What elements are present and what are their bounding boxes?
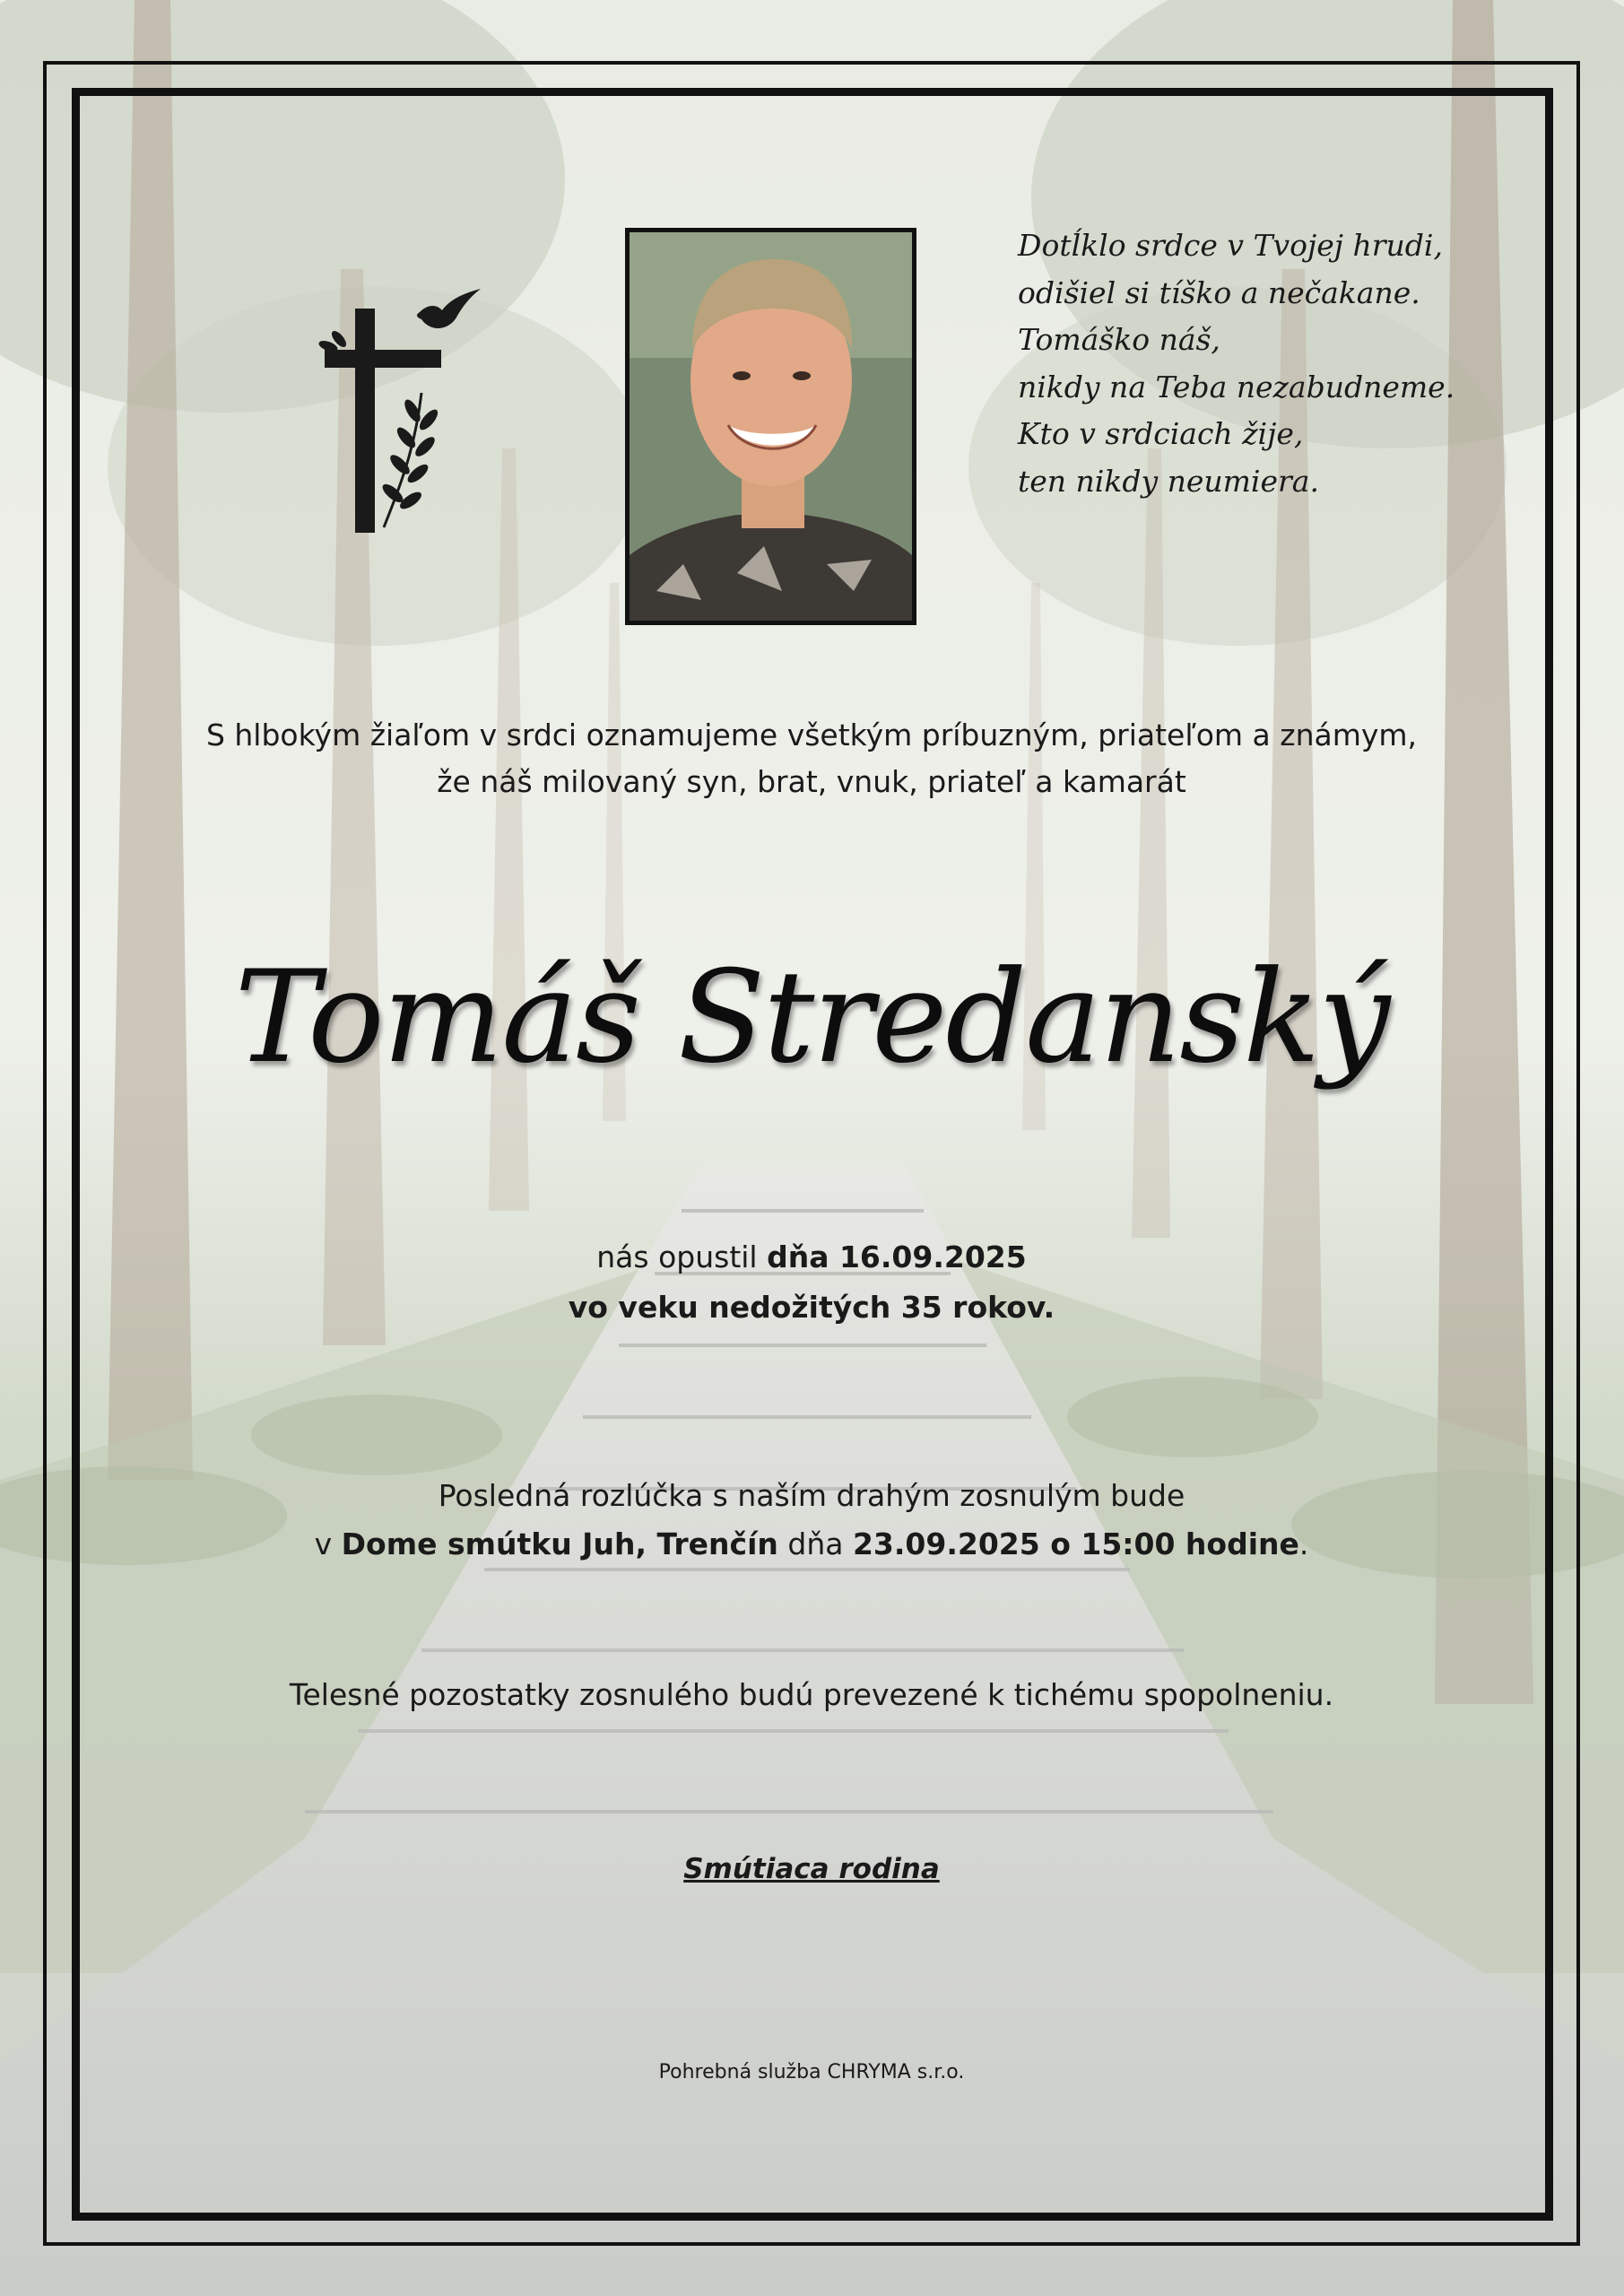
funeral-service-credit: Pohrebná služba CHRYMA s.r.o.: [658, 2061, 965, 2083]
death-date: dňa 16.09.2025: [767, 1239, 1027, 1274]
age-line: vo veku nedožitých 35 rokov.: [568, 1290, 1055, 1325]
farewell-datetime: 23.09.2025 o 15:00 hodine: [852, 1526, 1299, 1561]
farewell-place: Dome smútku Juh, Trenčín: [341, 1526, 778, 1561]
portrait-photo: [625, 228, 916, 625]
cross-icon: [312, 285, 482, 538]
poem-line: nikdy na Teba nezabudneme.: [1018, 369, 1455, 404]
signature-text: Smútiaca rodina: [683, 1853, 940, 1885]
poem-line: odišiel si tíško a nečakane.: [1018, 274, 1420, 310]
farewell-line-1: Posledná rozlúčka s naším drahým zosnulým bude: [438, 1478, 1185, 1513]
announcement-line-2: že náš milovaný syn, brat, vnuk, priateľ a kamarát: [437, 764, 1186, 799]
farewell-mid: dňa: [787, 1526, 844, 1561]
farewell-line-2: [143, 1526, 1480, 1561]
poem-line: Tomáško náš,: [1018, 322, 1220, 357]
remains-note: Telesné pozostatky zosnulého budú prevezené k tichému spopolneniu.: [289, 1677, 1334, 1712]
poem-line: Dotĺklo srdce v Tvojej hrudi,: [1018, 228, 1443, 263]
farewell-prefix: v: [314, 1526, 333, 1561]
death-date-line: [143, 1239, 1480, 1274]
memorial-poem: [1018, 222, 1520, 505]
announcement-line-1: S hlbokým žiaľom v srdci oznamujeme všetkým príbuzným, priateľom a známym,: [205, 718, 1418, 752]
death-prefix: nás opustil: [596, 1239, 758, 1274]
farewell-suffix: .: [1298, 1526, 1309, 1561]
poem-line: Kto v srdciach žije,: [1018, 416, 1304, 451]
family-signature: [143, 1853, 1480, 1885]
poem-line: ten nikdy neumiera.: [1018, 463, 1319, 499]
dove-icon: [417, 289, 481, 328]
deceased-name: Tomáš Stredanský: [234, 944, 1389, 1091]
